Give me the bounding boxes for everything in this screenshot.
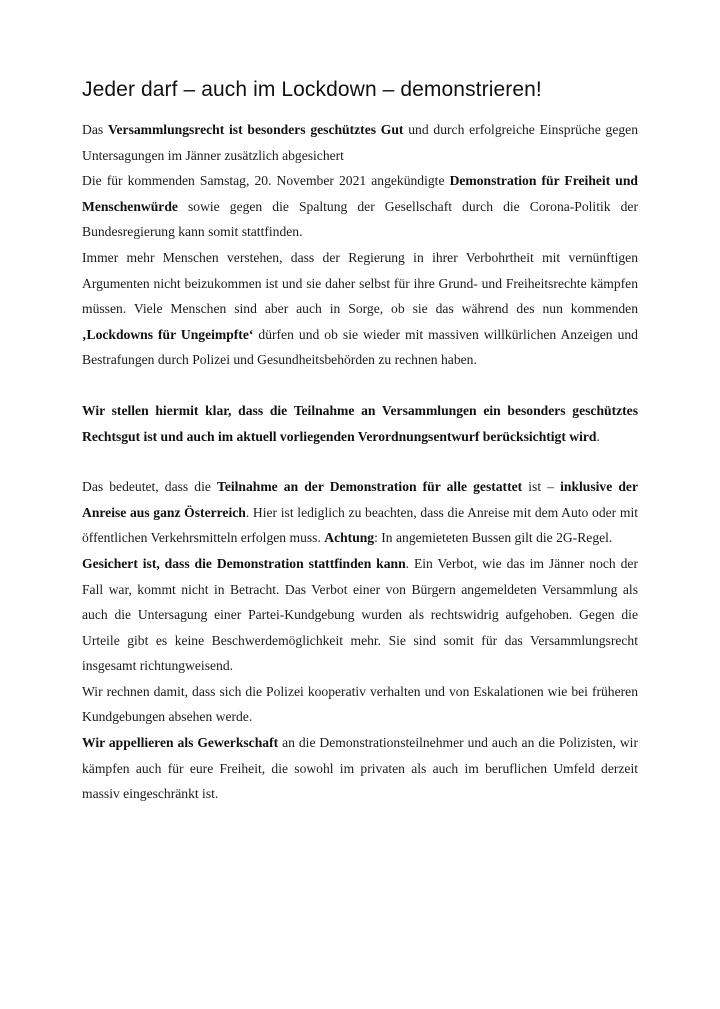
paragraph-1 (82, 117, 638, 168)
paragraph-7 (82, 679, 638, 730)
p5-bold-1: Teilnahme an der Demonstration für alle gestattet (217, 479, 523, 495)
p1-bold-1: Versammlungsrecht ist besonders geschütztes Gut (107, 122, 404, 137)
p5-text-2: ist – (522, 479, 561, 495)
document-title: Jeder darf – auch im Lockdown – demonstrieren! (82, 78, 542, 101)
paragraph-gap (82, 373, 638, 398)
p5-text-1: Das bedeutet, dass die (82, 479, 217, 495)
paragraph-2 (82, 168, 638, 245)
p5-bold-2: inklusive der Anreise aus ganz Österreich (82, 479, 638, 520)
p2-bold-1: Demonstration für Freiheit und Menschenwürde (82, 173, 638, 214)
p2-text-1: Die für kommenden Samstag, 20. November 2021 angekündigte (82, 173, 450, 189)
p1-text-1: Das (82, 122, 108, 137)
paragraph-6 (82, 551, 638, 679)
p3-text-2: dürfen und ob sie wieder mit massiven willkürlichen Anzeigen und Bestrafungen durch Polizei und Gesundheitsbehörden zu rechnen haben. (82, 326, 638, 368)
p8-text-1: an die Demonstrationsteilnehmer und auch an die Polizisten, wir kämpfen auch für eure Freiheit, die sowohl im privaten als auch im beruflichen Umfeld derzeit massiv eingeschränkt ist. (82, 735, 638, 802)
p2-text-2: sowie gegen die Spaltung der Gesellschaft durch die Corona-Politik der Bundesregierung kann somit stattfinden. (82, 198, 638, 240)
paragraph-gap (82, 449, 638, 474)
p4-text-1: . (596, 428, 600, 444)
p1-text-2: und durch erfolgreiche Einsprüche gegen Untersagungen im Jänner zusätzlich abgesichert (82, 122, 638, 163)
paragraph-5 (82, 474, 638, 551)
p8-bold-1: Wir appellieren als Gewerkschaft (82, 735, 279, 751)
paragraph-8 (82, 730, 638, 807)
p4-bold-1: Wir stellen hiermit klar, dass die Teilnahme an Versammlungen ein besonders geschütztes Rechtsgut ist und auch im aktuell vorliegenden Verordnungsentwurf berücksichtigt wird (82, 402, 638, 444)
paragraph-3 (82, 245, 638, 373)
p3-bold-1: ‚Lockdowns für Ungeimpfte‘ (82, 326, 254, 342)
p5-bold-3: Achtung (324, 530, 375, 546)
p7-text-1: Wir rechnen damit, dass sich die Polizei kooperativ verhalten und von Eskalationen wie bei früheren Kundgebungen absehen werde. (82, 683, 638, 725)
p3-text-1: Immer mehr Menschen verstehen, dass der Regierung in ihrer Verbohrtheit mit vernünftigen Argumenten nicht beizukommen ist und sie daher selbst für ihre Grund- und Freiheitsrechte kämpfen müssen. Viele Menschen sind aber auch in Sorge, ob sie das während des nun kommenden (82, 249, 638, 317)
p5-text-4: : In angemieteten Bussen gilt die 2G-Regel. (374, 530, 613, 546)
paragraph-4 (82, 398, 638, 449)
p6-bold-1: Gesichert ist, dass die Demonstration stattfinden kann (82, 555, 406, 571)
p5-text-3: . Hier ist lediglich zu beachten, dass die Anreise mit dem Auto oder mit öffentlichen Verkehrsmitteln erfolgen muss. (82, 504, 639, 546)
p6-text-1: . Ein Verbot, wie das im Jänner noch der Fall war, kommt nicht in Betracht. Das Verbot einer von Bürgern angemeldeten Versammlung als auch die Untersagung einer Partei-Kundgebung wurden als rechtswidrig aufgehoben. Gegen die Urteile gibt es keine Beschwerdemöglichkeit mehr. Sie sind somit für das Versammlungsrecht insgesamt richtungweisend. (82, 555, 638, 674)
